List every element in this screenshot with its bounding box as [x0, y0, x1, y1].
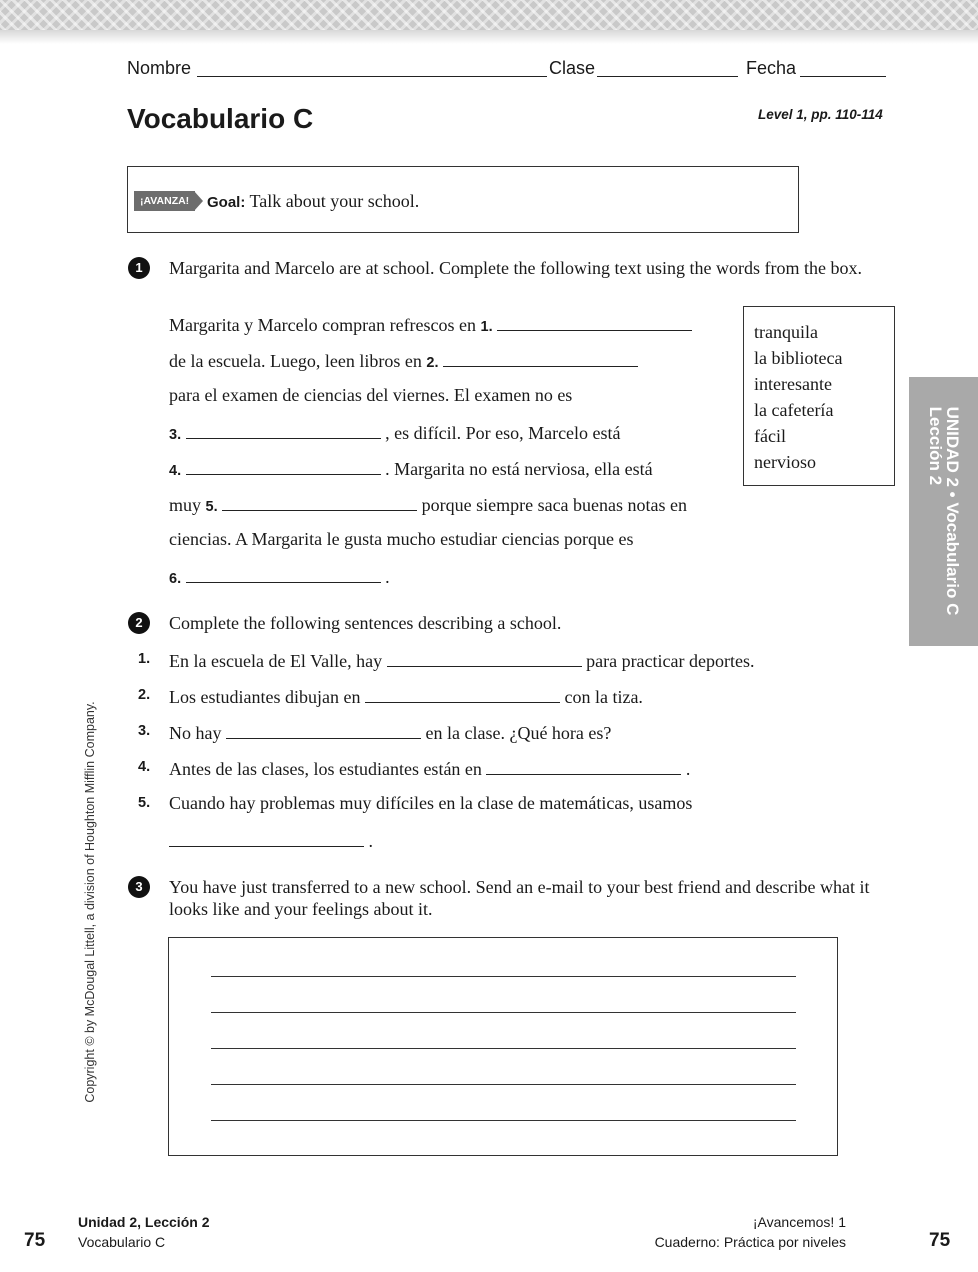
activity-1-line-5 — [169, 456, 653, 482]
word-bank-item: fácil — [754, 426, 786, 446]
item-text: Los estudiantes dibujan en — [169, 687, 361, 707]
copyright-notice: Copyright © by McDougal Littell, a division of Houghton Mifflin Company. — [83, 701, 97, 1103]
line-text: . Margarita no está nerviosa, ella está — [385, 459, 653, 479]
item-number: 3. — [138, 723, 151, 739]
avanza-badge: ¡AVANZA! — [134, 191, 195, 211]
answer-blank-3[interactable] — [186, 420, 381, 439]
item-number: 2. — [138, 687, 151, 703]
goal-label: Goal: — [207, 194, 246, 211]
activity-2-item-5 — [169, 792, 692, 814]
item-text: . — [685, 759, 691, 779]
activity-1-line-2 — [169, 348, 638, 374]
item-text: . — [368, 831, 373, 851]
blank-number: 3. — [169, 427, 182, 443]
line-text: , es difícil. Por eso, Marcelo está — [385, 423, 621, 443]
activity-1-line-3 — [169, 384, 572, 406]
writing-line[interactable] — [211, 1048, 796, 1049]
page-title: Vocabulario C — [127, 103, 314, 134]
email-writing-box[interactable] — [168, 937, 838, 1156]
item-text: Cuando hay problemas muy difíciles en la clase de matemáticas, usamos — [169, 793, 693, 813]
activity-1-line-8 — [169, 564, 390, 590]
word-bank-item: nervioso — [754, 452, 816, 472]
line-text: para el examen de ciencias del viernes. El examen no es — [169, 385, 573, 405]
item-text: en la clase. ¿Qué hora es? — [425, 723, 612, 743]
word-bank-item: interesante — [754, 374, 832, 394]
activity-2-item-3 — [169, 720, 611, 744]
item-number: 5. — [138, 795, 151, 811]
activity-2-instructions: Complete the following sentences describing a school. — [169, 613, 562, 633]
activity-1-line-4 — [169, 420, 621, 446]
decorative-header-fade — [0, 30, 978, 44]
item-text: Antes de las clases, los estudiantes están en — [169, 759, 482, 779]
clase-field[interactable] — [597, 76, 738, 77]
footer-section: Vocabulario C — [78, 1234, 166, 1250]
line-text: Margarita y Marcelo compran refrescos en — [169, 315, 477, 335]
line-text: ciencias. A Margarita le gusta mucho estudiar ciencias porque es — [169, 529, 634, 549]
blank-number: 4. — [169, 463, 182, 479]
line-text: muy — [169, 495, 202, 515]
answer-blank[interactable] — [226, 720, 421, 739]
writing-line[interactable] — [211, 1012, 796, 1013]
goal-text — [207, 191, 419, 212]
activity-3-instructions: You have just transferred to a new school. Send an e-mail to your best friend and describe what it looks like and your feelings about it. — [169, 877, 870, 919]
goal-description: Talk about your school. — [249, 191, 420, 211]
nombre-label: Nombre — [127, 58, 192, 78]
line-text: porque siempre saca buenas notas en — [421, 495, 688, 515]
activity-2-item-4 — [169, 756, 690, 780]
footer-unit: Unidad 2, Lección 2 — [78, 1214, 210, 1230]
answer-blank-5[interactable] — [222, 492, 417, 511]
word-bank-item: la biblioteca — [754, 348, 843, 368]
blank-number: 6. — [169, 571, 182, 587]
activity-2-item-5-answer — [169, 828, 373, 852]
item-text: No hay — [169, 723, 222, 743]
goal-box — [127, 166, 799, 233]
activity-1-line-7 — [169, 528, 634, 550]
fecha-field[interactable] — [800, 76, 886, 77]
fecha-label: Fecha — [746, 58, 797, 78]
page-number-right: 75 — [929, 1230, 951, 1251]
answer-blank[interactable] — [169, 828, 364, 847]
line-text: . — [385, 567, 390, 587]
item-text: En la escuela de El Valle, hay — [169, 651, 383, 671]
answer-blank-6[interactable] — [186, 564, 381, 583]
answer-blank-2[interactable] — [443, 348, 638, 367]
nombre-field[interactable] — [197, 76, 547, 77]
side-tab-lesson: Lección 2 — [926, 406, 945, 486]
word-bank-item: la cafetería — [754, 400, 834, 420]
side-tab-label — [927, 407, 961, 616]
answer-blank[interactable] — [365, 684, 560, 703]
word-bank-box — [743, 306, 895, 486]
blank-number: 1. — [480, 319, 493, 335]
activity-1-instructions: Margarita and Marcelo are at school. Complete the following text using the words from the box. — [169, 258, 862, 278]
activity-3-number: 3 — [128, 876, 150, 898]
answer-blank[interactable] — [387, 648, 582, 667]
item-text: con la tiza. — [564, 687, 643, 707]
writing-line[interactable] — [211, 1084, 796, 1085]
activity-1-number: 1 — [128, 257, 150, 279]
activity-1-line-1 — [169, 312, 692, 338]
level-reference: Level 1, pp. 110-114 — [758, 107, 883, 122]
word-bank-item: tranquila — [754, 322, 818, 342]
answer-blank[interactable] — [486, 756, 681, 775]
clase-label: Clase — [549, 58, 596, 78]
footer-workbook: Cuaderno: Práctica por niveles — [654, 1234, 846, 1250]
item-text: para practicar deportes. — [586, 651, 755, 671]
activity-2-item-2 — [169, 684, 643, 708]
line-text: de la escuela. Luego, leen libros en — [169, 351, 422, 371]
writing-line[interactable] — [211, 1120, 796, 1121]
item-number: 1. — [138, 651, 151, 667]
writing-line[interactable] — [211, 976, 796, 977]
item-number: 4. — [138, 759, 151, 775]
answer-blank-1[interactable] — [497, 312, 692, 331]
blank-number: 5. — [205, 499, 218, 515]
blank-number: 2. — [426, 355, 439, 371]
avanza-arrow-icon — [194, 191, 203, 211]
answer-blank-4[interactable] — [186, 456, 381, 475]
activity-2-number: 2 — [128, 612, 150, 634]
page-number-left: 75 — [24, 1230, 46, 1251]
activity-1-line-6 — [169, 492, 687, 518]
activity-2-item-1 — [169, 648, 755, 672]
footer-book: ¡Avancemos! 1 — [752, 1214, 846, 1230]
side-tab-unit: UNIDAD 2 • Vocabulario C — [943, 406, 962, 616]
